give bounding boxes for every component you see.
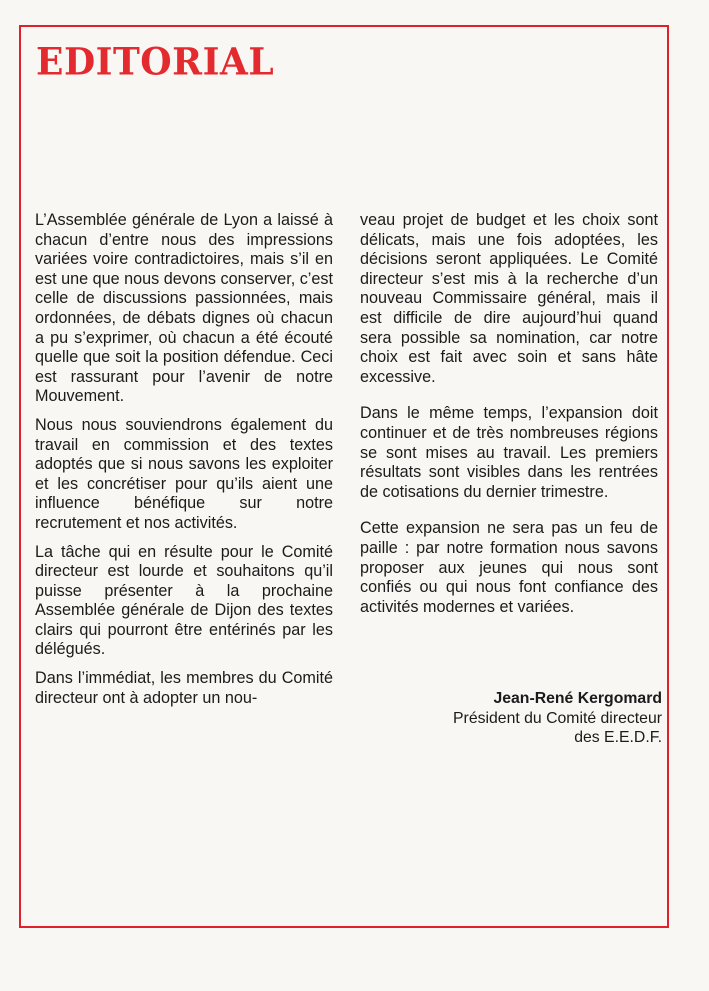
paragraph: Cette expansion ne sera pas un feu de paille : par notre formation nous savons proposer aux jeunes qui nous sont confiés ou qui nous font confiance des activités modernes et variées. <box>360 519 658 616</box>
paragraph: Nous nous souviendrons également du travail en commission et des textes adoptés que si nous savons les exploiter et les concrétiser pour qu’ils aient une influence bénéfique sur notre recrutement et nos activités. <box>35 415 333 532</box>
paragraph: La tâche qui en résulte pour le Comité directeur est lourde et souhaitons qu’il puisse présenter à la prochaine Assemblée générale de Dijon des textes clairs qui pourront être entérinés par les délégués. <box>35 542 333 659</box>
page-title: EDITORIAL <box>36 40 275 85</box>
signature-block <box>360 689 662 748</box>
signature-organization: des E.E.D.F. <box>574 729 662 747</box>
signature-name: Jean-René Kergomard <box>493 690 662 707</box>
signature-role: Président du Comité directeur <box>453 709 662 727</box>
paragraph: veau projet de budget et les choix sont délicats, mais une fois adoptées, les décisions seront appliquées. Le Comité directeur s’est mis à la recherche d’un nouveau Commissaire général, mais il est difficile de dire aujourd’hui quand sera possible sa nomination, car notre choix est fait avec soin et sans hâte excessive. <box>360 211 658 386</box>
left-column <box>35 211 333 717</box>
paragraph: Dans le même temps, l’expansion doit continuer et de très nombreuses régions se sont mises au travail. Les premiers résultats sont visibles dans les rentrées de cotisations du dernier trimestre. <box>360 404 658 501</box>
paragraph: Dans l’immédiat, les membres du Comité directeur ont à adopter un nou- <box>35 669 333 707</box>
right-column <box>360 211 658 634</box>
paragraph: L’Assemblée générale de Lyon a laissé à chacun d’entre nous des impressions variées voire contradictoires, mais s’il en est une que nous devons conserver, c’est celle de discussions passionnées, mais ordonnées, de débats dignes où chacun a pu s’exprimer, où chacun a été écouté quelle que soit la position défendue. Ceci est rassurant pour l’avenir de notre Mouvement. <box>35 211 333 406</box>
